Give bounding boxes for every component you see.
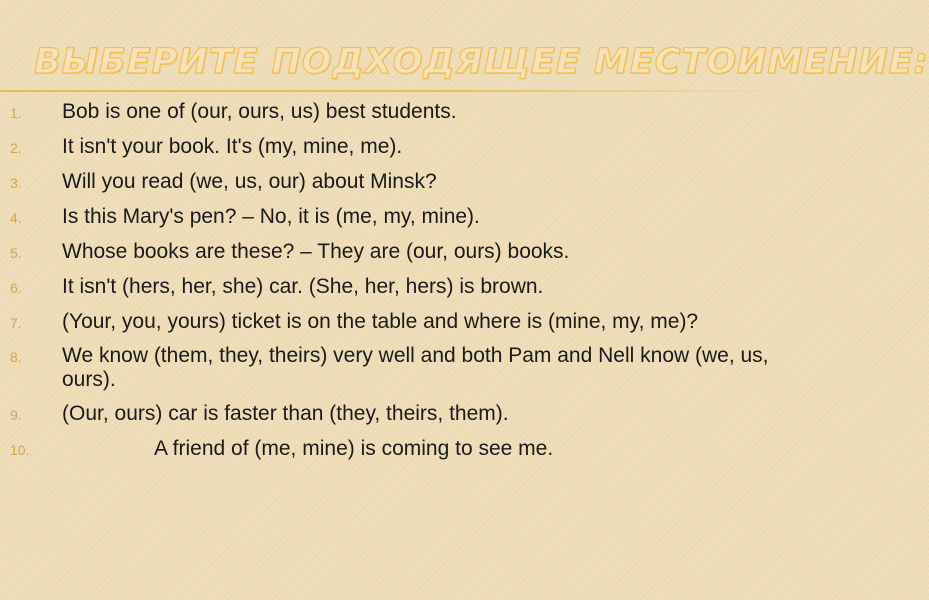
list-item-number: 2. [10, 140, 22, 156]
list-item-number: 3. [10, 175, 22, 191]
slide-title: ВЫБЕРИТЕ ПОДХОДЯЩЕЕ МЕСТОИМЕНИЕ: [34, 42, 929, 82]
list-item-number: 5. [10, 245, 22, 261]
list-item [0, 100, 790, 124]
list-item [0, 437, 790, 461]
list-item-text: It isn't your book. It's (my, mine, me). [62, 135, 403, 158]
list-item [0, 240, 790, 264]
list-item-text: Is this Mary's pen? – No, it is (me, my, mine). [62, 205, 480, 228]
exercise-list [0, 100, 790, 472]
list-item [0, 170, 790, 194]
list-item-text: Bob is one of (our, ours, us) best students. [62, 100, 457, 123]
list-item [0, 344, 790, 392]
list-item [0, 275, 790, 299]
list-item-number: 4. [10, 210, 22, 226]
list-item-text: Will you read (we, us, our) about Minsk? [62, 170, 437, 193]
list-item [0, 402, 790, 426]
list-item [0, 135, 790, 159]
list-item-number: 7. [10, 315, 22, 331]
list-item-text: It isn't (hers, her, she) car. (She, her, hers) is brown. [62, 275, 544, 298]
list-item-number: 9. [10, 407, 22, 423]
list-item-text: We know (them, they, theirs) very well and both Pam and Nell know (we, us, ours). [62, 344, 769, 391]
title-divider [0, 90, 800, 92]
list-item [0, 205, 790, 229]
list-item-number: 1. [10, 105, 22, 121]
list-item [0, 310, 790, 334]
list-item-text: (Your, you, yours) ticket is on the table and where is (mine, my, me)? [62, 310, 699, 333]
list-item-text: Whose books are these? – They are (our, ours) books. [62, 240, 570, 263]
list-item-text: A friend of (me, mine) is coming to see me. [154, 437, 554, 460]
list-item-number: 10. [10, 442, 30, 458]
list-item-number: 6. [10, 280, 22, 296]
list-item-text: (Our, ours) car is faster than (they, theirs, them). [62, 402, 509, 425]
list-item-number: 8. [10, 349, 22, 365]
